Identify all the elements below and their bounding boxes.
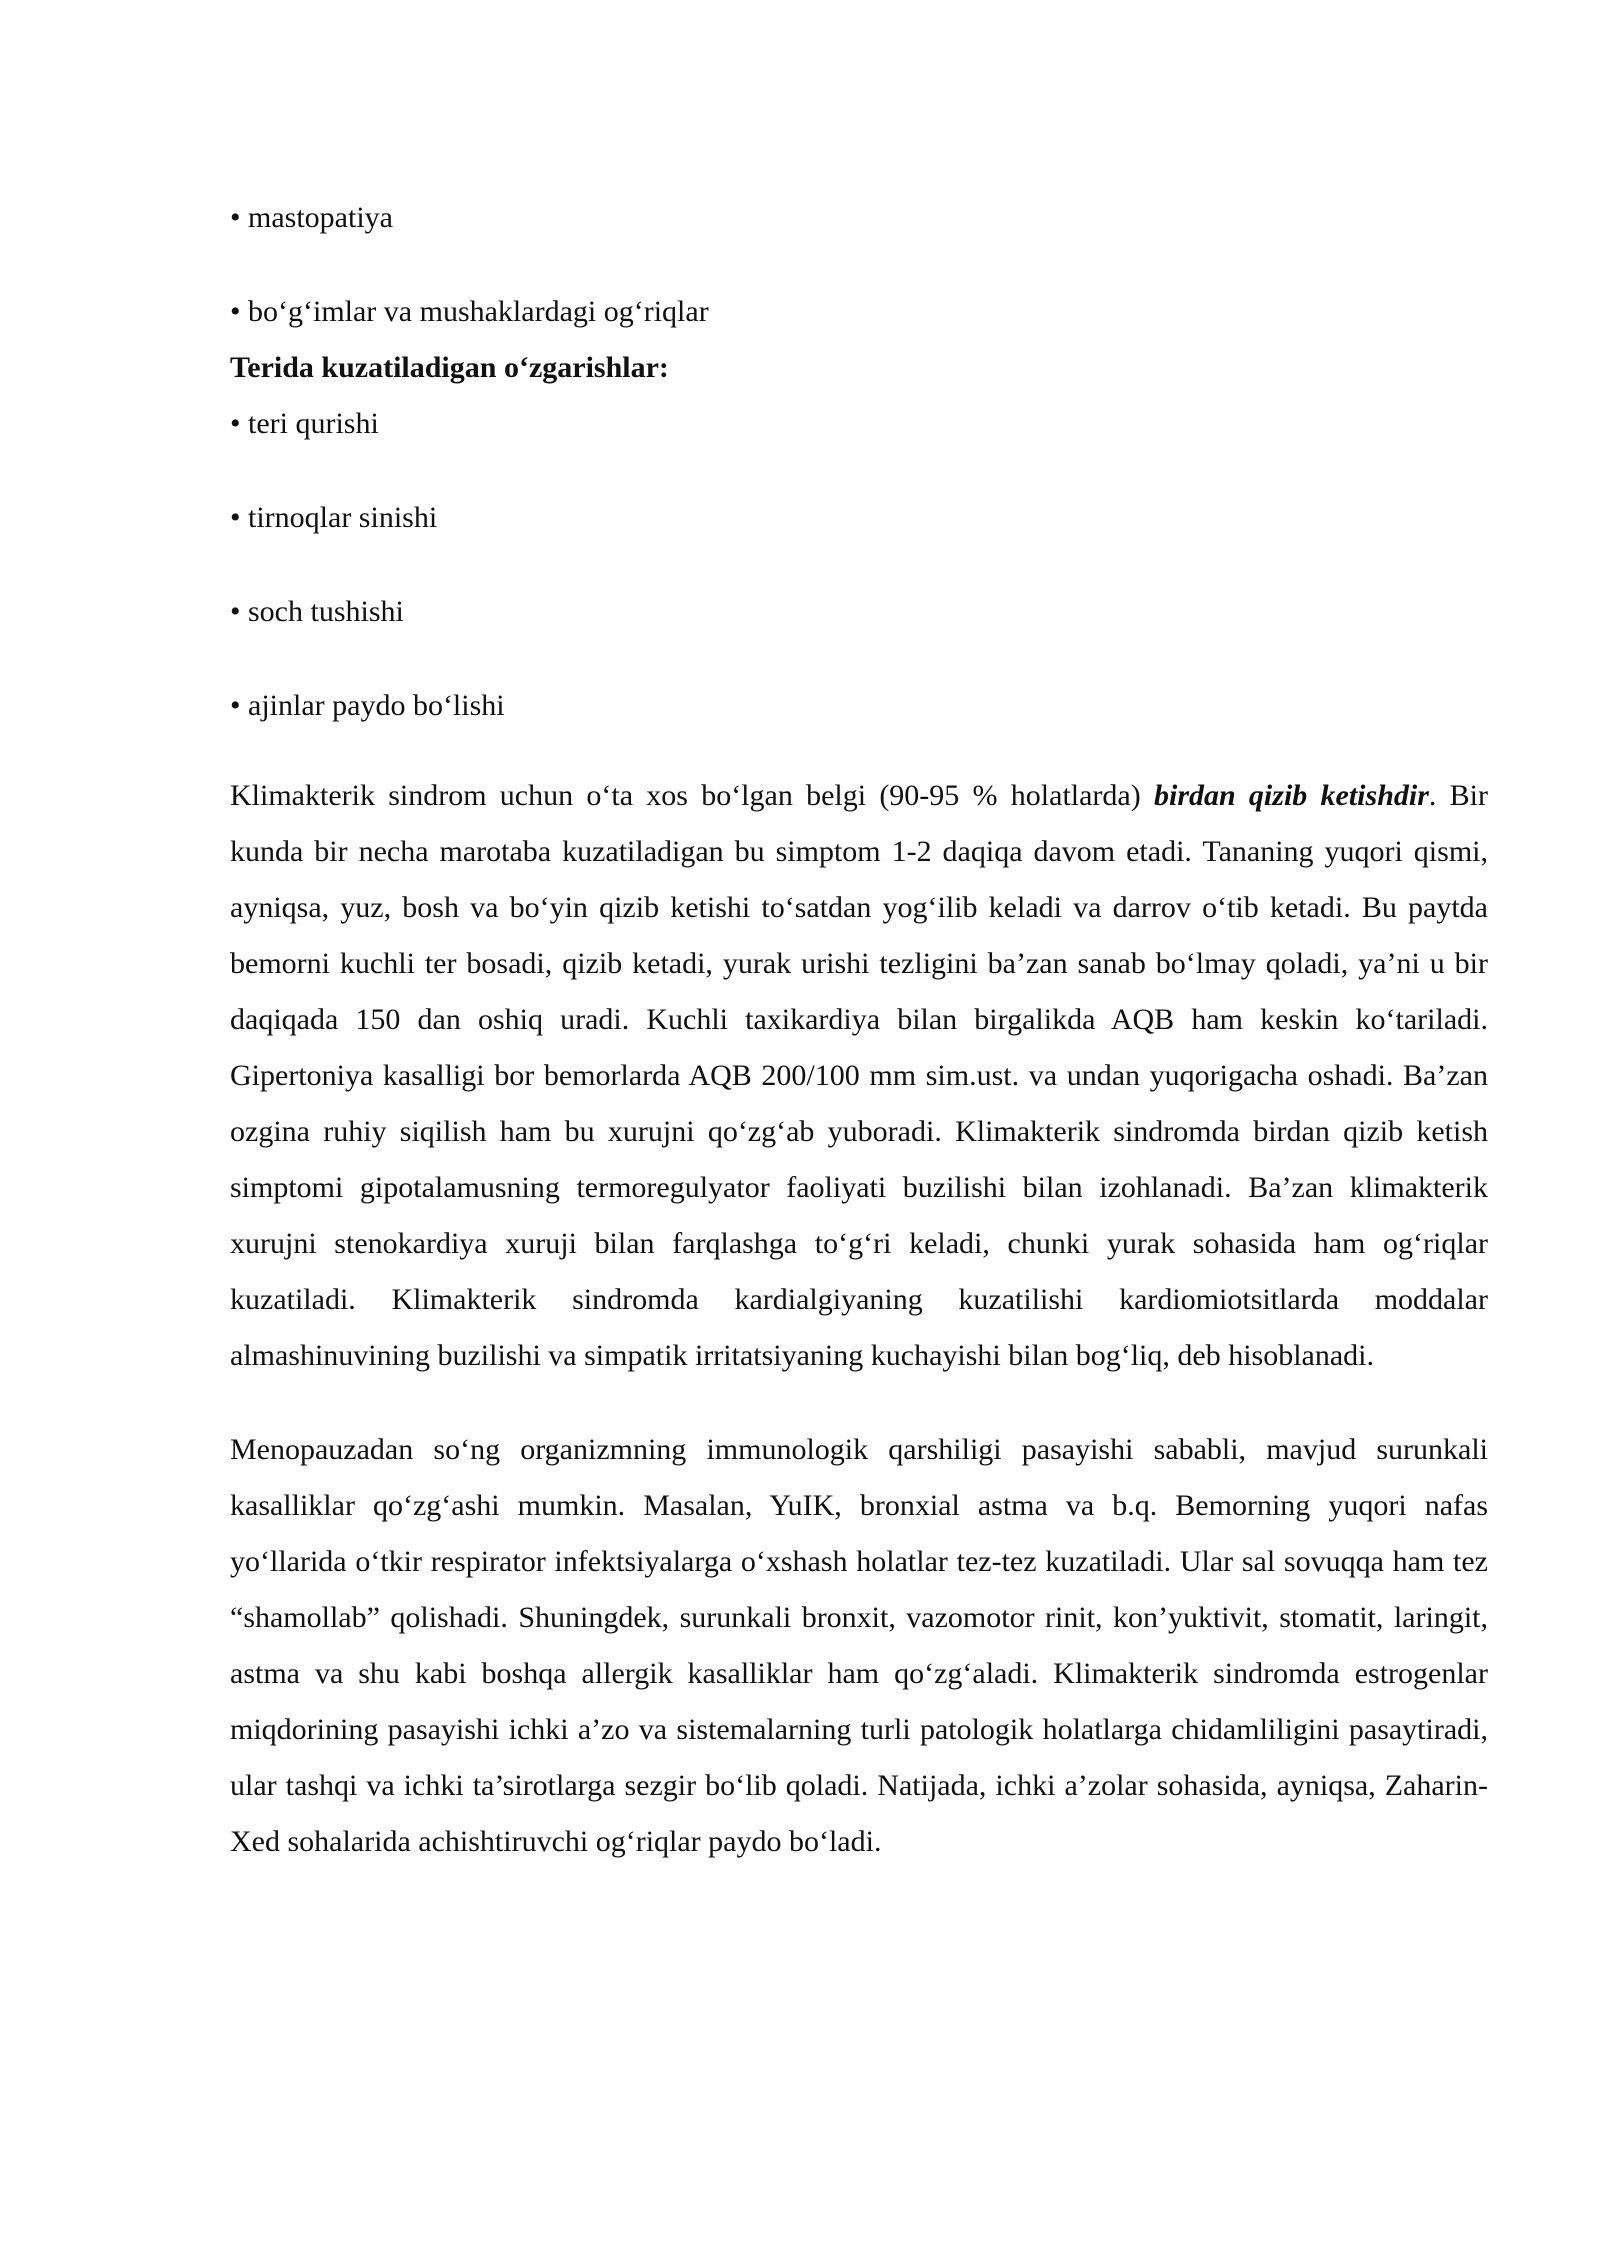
section-heading: Terida kuzatiladigan o‘zgarishlar: — [230, 351, 669, 384]
paragraph-hot-flashes — [230, 768, 1488, 1384]
paragraph-text: Klimakterik sindrom uchun o‘ta xos bo‘lgan belgi (90-95 % holatlarda) — [230, 779, 1154, 812]
list-item: • ajinlar paydo bo‘lishi — [230, 689, 505, 722]
list-item: • bo‘g‘imlar va mushaklardagi og‘riqlar — [230, 295, 709, 328]
list-item: • mastopatiya — [230, 201, 393, 234]
emphasis-text: birdan qizib ketishdir — [1153, 779, 1429, 812]
list-item: • tirnoqlar sinishi — [230, 501, 438, 534]
paragraph-immunity: Menopauzadan so‘ng organizmning immunologik qarshiligi pasayishi sababli, mavjud surunkali kasalliklar qo‘zg‘ashi mumkin. Masalan, YuIK, bronxial astma va b.q. Bemorning yuqori nafas yo‘llarida o‘tkir respirator infektsiyalarga o‘xshash holatlar tez-tez kuzatiladi. Ular sal sovuqqa ham tez “shamollab” qolishadi. Shuningdek, surunkali bronxit, vazomotor rinit, kon’yuktivit, stomatit, laringit, astma va shu kabi boshqa allergik kasalliklar ham qo‘zg‘aladi. Klimakterik sindromda estrogenlar miqdorining pasayishi ichki a’zo va sistemalarning turli patologik holatlarga chidamliligini pasaytiradi, ular tashqi va ichki ta’sirotlarga sezgir bo‘lib qoladi. Natijada, ichki a’zolar sohasida, ayniqsa, Zaharin-Xed sohalarida achishtiruvchi og‘riqlar paydo bo‘ladi. — [230, 1433, 1488, 1858]
paragraph-text: . Bir kunda bir necha marotaba kuzatiladigan bu simptom 1-2 daqiqa davom etadi. Tananing yuqori qismi, ayniqsa, yuz, bosh va bo‘yin qizib ketishi to‘satdan yog‘ilib keladi va darrov o‘tib ketadi. Bu paytda bemorni kuchli ter bosadi, qizib ketadi, yurak urishi tezligini ba’zan sanab bo‘lmay qoladi, ya’ni u bir daqiqada 150 dan oshiq uradi. Kuchli taxikardiya bilan birgalikda AQB ham keskin ko‘tariladi. Gipertoniya kasalligi bor bemorlarda AQB 200/100 mm sim.ust. va undan yuqorigacha oshadi. Ba’zan ozgina ruhiy siqilish ham bu xurujni qo‘zg‘ab yuboradi. Klimakterik sindromda birdan qizib ketish simptomi gipotalamusning termoregulyator faoliyati buzilishi bilan izohlanadi. Ba’zan klimakterik xurujni stenokardiya xuruji bilan farqlashga to‘g‘ri keladi, chunki yurak sohasida ham og‘riqlar kuzatiladi. Klimakterik sindromda kardialgiyaning kuzatilishi kardiomiotsitlarda moddalar almashinuvining buzilishi va simpatik irritatsiyaning kuchayishi bilan bog‘liq, deb hisoblanadi. — [230, 779, 1488, 1372]
list-item: • soch tushishi — [230, 595, 404, 628]
list-item: • teri qurishi — [230, 407, 379, 440]
